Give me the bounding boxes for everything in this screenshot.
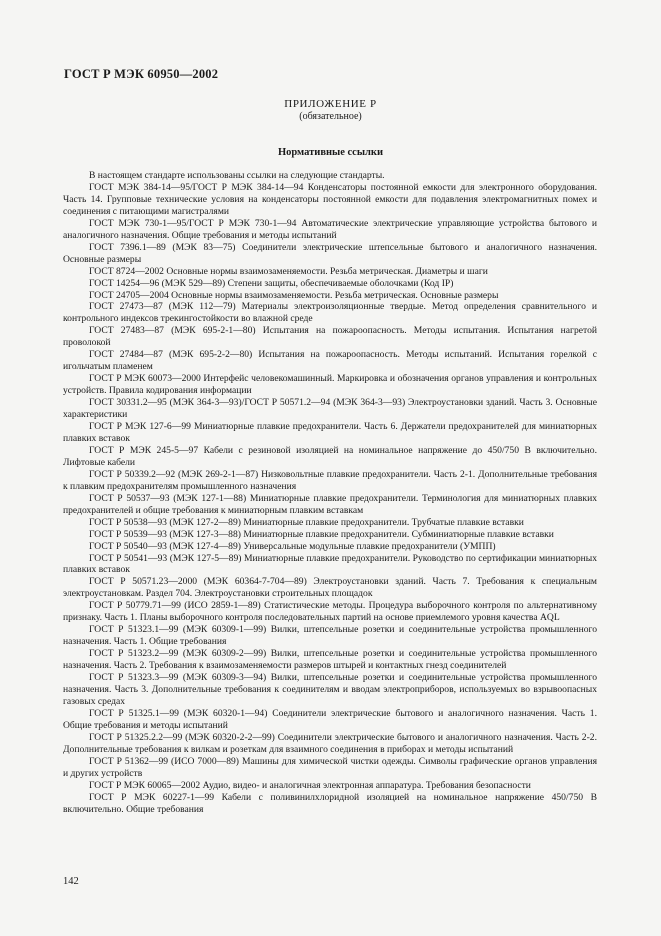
reference-entry: ГОСТ 27484—87 (МЭК 695-2-2—80) Испытания на пожароопасность. Методы испытаний. Испытания горелкой с игольчатым пламенем <box>63 349 597 373</box>
reference-entry: ГОСТ 27483—87 (МЭК 695-2-1—80) Испытания на пожароопасность. Методы испытания. Испытания нагретой проволокой <box>63 325 597 349</box>
reference-entry: ГОСТ Р 50571.23—2000 (МЭК 60364-7-704—89) Электроустановки зданий. Часть 7. Требования к специальным электроустановкам. Раздел 704. Электроустановки строительных площадок <box>63 576 597 600</box>
references-body <box>63 170 597 815</box>
reference-entry: ГОСТ Р МЭК 127-6—99 Миниатюрные плавкие предохранители. Часть 6. Держатели предохранителей для миниатюрных плавких вставок <box>63 421 597 444</box>
reference-entry: ГОСТ 30331.2—95 (МЭК 364-3—93)/ГОСТ Р 50571.2—94 (МЭК 364-3—93) Электроустановки зданий. Часть 3. Основные характеристики <box>63 397 597 421</box>
reference-entry: ГОСТ 8724—2002 Основные нормы взаимозаменяемости. Резьба метрическая. Диаметры и шаги <box>89 265 488 277</box>
reference-entry: ГОСТ Р 50538—93 (МЭК 127-2—89) Миниатюрные плавкие предохранители. Трубчатые плавкие вставки <box>89 516 524 528</box>
reference-entry: ГОСТ Р МЭК 245-5—97 Кабели с резиновой изоляцией на номинальное напряжение до 450/750 В включительно. Лифтовые кабели <box>63 444 597 468</box>
reference-entry: ГОСТ МЭК 384-14—95/ГОСТ Р МЭК 384-14—94 Конденсаторы постоянной емкости для электронного оборудования. Часть 14. Групповые технические условия на конденсаторы постоянной емкости для подавления электромагнитных помех и соединения с питающими магистралями <box>63 181 597 217</box>
reference-entry: ГОСТ Р 51325.1—99 (МЭК 60320-1—94) Соединители электрические бытового и аналогичного назначения. Часть 1. Общие требования и методы испытаний <box>63 707 597 731</box>
reference-entry: ГОСТ Р МЭК 60065—2002 Аудио, видео- и аналогичная электронная аппаратура. Требования безопасности <box>89 779 531 791</box>
reference-entry: ГОСТ Р 50537—93 (МЭК 127-1—88) Миниатюрные плавкие предохранители. Терминология для миниатюрных плавких предохранителей и общие требования к миниатюрным плавким вставкам <box>63 492 597 516</box>
appendix-subtitle: (обязательное) <box>299 111 362 122</box>
document-code-header: ГОСТ Р МЭК 60950—2002 <box>64 67 219 81</box>
reference-entry: ГОСТ Р 50539—93 (МЭК 127-3—88) Миниатюрные плавкие предохранители. Субминиатюрные плавкие вставки <box>89 528 554 540</box>
reference-entry: ГОСТ 14254—96 (МЭК 529—89) Степени защиты, обеспечиваемые оболочками (Код IP) <box>89 277 454 289</box>
reference-entry: ГОСТ Р 51362—99 (ИСО 7000—89) Машины для химической чистки одежды. Символы графические органов управления и других устройств <box>63 755 597 779</box>
reference-entry: ГОСТ Р 50540—93 (МЭК 127-4—89) Универсальные модульные плавкие предохранители (УМПП) <box>89 540 496 552</box>
page-number: 142 <box>63 876 79 887</box>
appendix-title: ПРИЛОЖЕНИЕ Р <box>284 98 377 110</box>
reference-entry: ГОСТ 24705—2004 Основные нормы взаимозаменяемости. Резьба метрическая. Основные размеры <box>89 289 499 301</box>
reference-entry: ГОСТ Р 51325.2.2—99 (МЭК 60320-2-2—99) Соединители электрические бытового и аналогичного назначения. Часть 2-2. Дополнительные требования к вилкам и розеткам для взаимного соединения в приборах и методы испытаний <box>63 731 597 755</box>
reference-entry: ГОСТ Р МЭК 60073—2000 Интерфейс человекомашинный. Маркировка и обозначения органов управления и контрольных устройств. Правила кодирования информации <box>63 373 597 397</box>
reference-entry: ГОСТ Р 50339.2—92 (МЭК 269-2-1—87) Низковольтные плавкие предохранители. Часть 2-1. Дополнительные требования к плавким предохранителям промышленного назначения <box>63 468 597 492</box>
reference-entry: ГОСТ 7396.1—89 (МЭК 83—75) Соединители электрические штепсельные бытового и аналогичного назначения. Основные размеры <box>63 241 597 265</box>
reference-entry: ГОСТ Р 51323.3—99 (МЭК 60309-3—94) Вилки, штепсельные розетки и соединительные устройства промышленного назначения. Часть 3. Дополнительные требования к соединителям и вводам электроприборов, используемых во взрывоопасных газовых средах <box>63 672 597 707</box>
reference-entry: ГОСТ МЭК 730-1—95/ГОСТ Р МЭК 730-1—94 Автоматические электрические управляющие устройства бытового и аналогичного назначения. Общие требования и методы испытаний <box>63 217 597 241</box>
section-heading: Нормативные ссылки <box>277 147 384 158</box>
reference-entry: ГОСТ Р 50779.71—99 (ИСО 2859-1—89) Статистические методы. Процедура выборочного контроля по альтернативному признаку. Часть 1. Планы выборочного контроля последовательных партий на основе приемлемого уровня качества AQL <box>63 600 597 624</box>
reference-entry: ГОСТ Р МЭК 60227-1—99 Кабели с поливинилхлоридной изоляцией на номинальное напряжение 450/750 В включительно. Общие требования <box>63 791 597 815</box>
reference-entry: ГОСТ 27473—87 (МЭК 112—79) Материалы электроизоляционные твердые. Метод определения сравнительного и контрольного индексов трекингостойкости во влажной среде <box>63 301 597 325</box>
reference-entry: ГОСТ Р 51323.1—99 (МЭК 60309-1—99) Вилки, штепсельные розетки и соединительные устройства промышленного назначения. Часть 1. Общие требования <box>63 624 597 648</box>
reference-entry: ГОСТ Р 50541—93 (МЭК 127-5—89) Миниатюрные плавкие предохранители. Руководство по сертификации миниатюрных плавких вставок <box>63 552 597 576</box>
reference-entry: ГОСТ Р 51323.2—99 (МЭК 60309-2—99) Вилки, штепсельные розетки и соединительные устройства промышленного назначения. Часть 2. Требования к взаимозаменяемости размеров штырей и контактных гнезд соединителей <box>63 648 597 672</box>
intro-paragraph: В настоящем стандарте использованы ссылки на следующие стандарты. <box>89 170 385 181</box>
